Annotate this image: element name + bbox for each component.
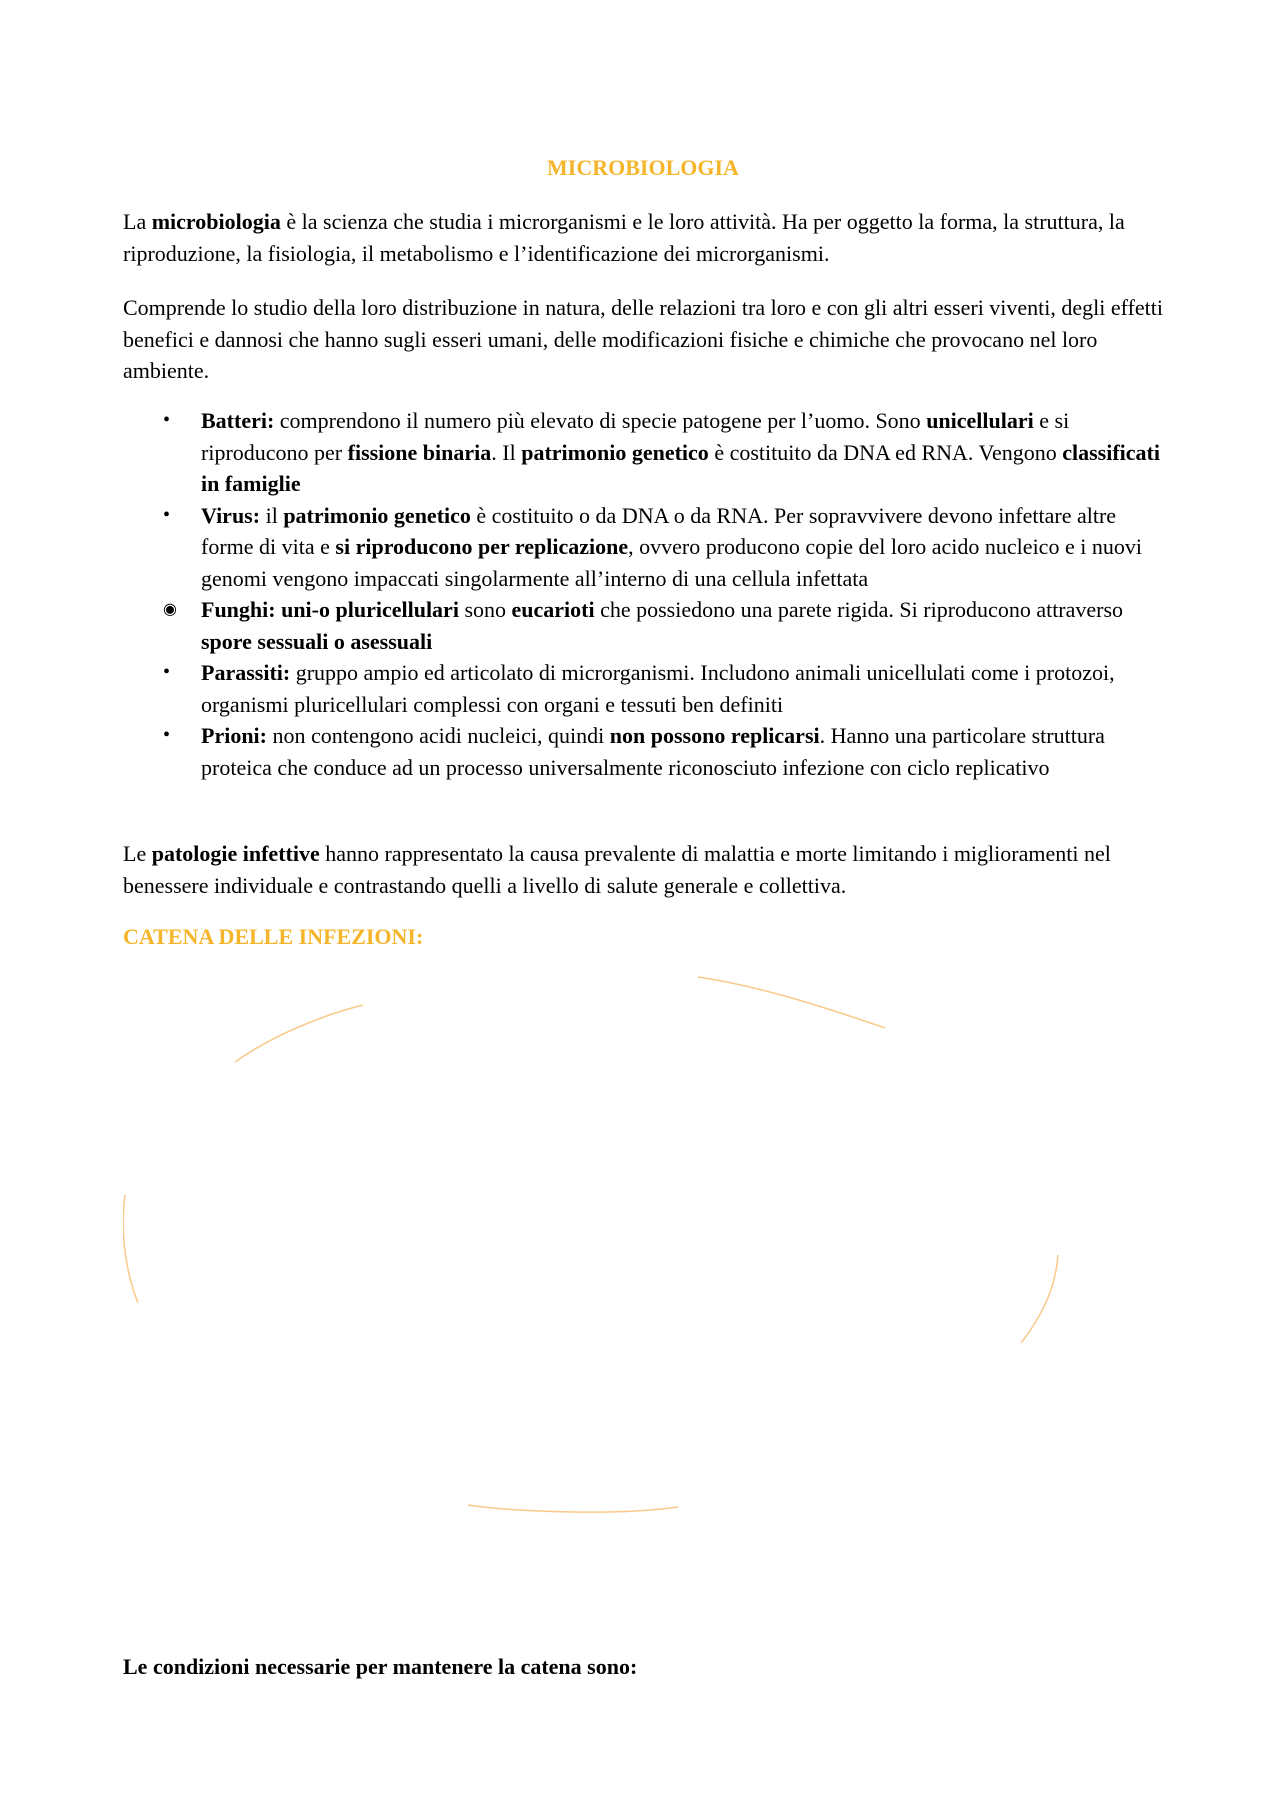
list-item-funghi [123,594,1163,657]
bold-term: microbiologia [151,209,281,234]
bullet-target-icon: ◉ [163,601,177,618]
bold-term: eucarioti [511,597,595,622]
bullet-icon: • [163,661,171,683]
text-run: è costituito da DNA ed RNA. Vengono [708,439,1063,465]
page-title: MICROBIOLOGIA [547,155,739,180]
list-item-virus [123,500,1163,595]
text-run: il [260,502,284,528]
bold-term: patologie infettive [151,841,320,866]
text-run: La [123,209,152,234]
bold-term: Batteri: [201,408,275,433]
chain-section-title: CATENA DELLE INFEZIONI: [123,924,424,949]
text-run: che possiedono una parete rigida. Si riproducono attraverso [594,597,1124,622]
bold-term: si riproducono per replicazione [335,534,629,559]
bold-term: fissione binaria [347,439,492,465]
bold-term: Funghi: uni-o pluricellulari [201,597,459,622]
text-run: Le [123,841,152,866]
infection-chain-arcs [123,965,1163,1555]
intro-paragraph-1 [123,206,1163,269]
text-run: è costituito o da DNA o da RNA. Per sopravvivere devono infettare altre forme di vita e [201,502,1117,559]
bold-term: non possono replicarsi [609,723,820,748]
bullet-icon: • [163,409,171,431]
bold-term: unicellulari [926,408,1034,433]
arc-right [1021,1255,1058,1343]
intro-paragraph-2: Comprende lo studio della loro distribuzione in natura, delle relazioni tra loro e con gli altri esseri viventi, degli effetti benefici e dannosi che hanno sugli esseri umani, delle modificazioni fisiche e chimiche che provocano nel loro ambiente. [123,295,1164,383]
arc-top-left [235,1005,363,1062]
arc-left [123,1195,138,1303]
arc-bottom [468,1505,678,1512]
text-run: , ovvero producono copie del loro acido nucleico e i nuovi genomi vengono impaccati singolarmente all’interno di una cellula infettata [201,534,1142,591]
text-run: e si riproducono per [201,408,1070,465]
list-item-batteri [123,405,1163,500]
bold-term: patrimonio genetico [521,439,709,465]
infection-chain-diagram [123,965,1163,1555]
arc-top-right [698,977,885,1028]
list-item-parassiti [123,657,1163,720]
bold-term: classificati in famiglie [201,439,1160,496]
text-run: . Il [491,439,522,465]
bold-term: Virus: [201,502,261,528]
text-run: sono [458,597,512,622]
text-run: è la scienza che studia i microrganismi e le loro attività. Ha per oggetto la forma, la struttura, la riproduzione, la fisiologia, il metabolismo e l’identificazione dei microrganismi. [123,209,1125,266]
bold-term: Prioni: [201,723,267,748]
text-run: non contengono acidi nucleici, quindi [267,723,610,748]
bullet-icon: • [163,503,171,526]
conditions-heading: Le condizioni necessarie per mantenere la catena sono: [123,1654,638,1679]
text-run: . Hanno una particolare struttura proteica che conduce ad un processo universalmente riconosciuto infezione con ciclo replicativo [201,723,1105,780]
pathology-paragraph [123,838,1163,901]
bullet-icon: • [163,724,171,746]
bold-term: Parassiti: [201,660,291,685]
text-run: gruppo ampio ed articolato di microrganismi. Includono animali unicellulati come i protozoi, organismi pluricellulari complessi con organi e tessuti ben definiti [201,660,1115,717]
text-run: hanno rappresentato la causa prevalente di malattia e morte limitando i miglioramenti nel benessere individuale e contrastando quelli a livello di salute generale e collettiva. [123,841,1111,898]
bold-term: spore sessuali o asessuali [201,628,433,654]
text-run: comprendono il numero più elevato di specie patogene per l’uomo. Sono [274,408,927,433]
microorganism-list [123,405,1163,783]
bold-term: patrimonio genetico [283,502,471,528]
list-item-prioni [123,720,1163,783]
